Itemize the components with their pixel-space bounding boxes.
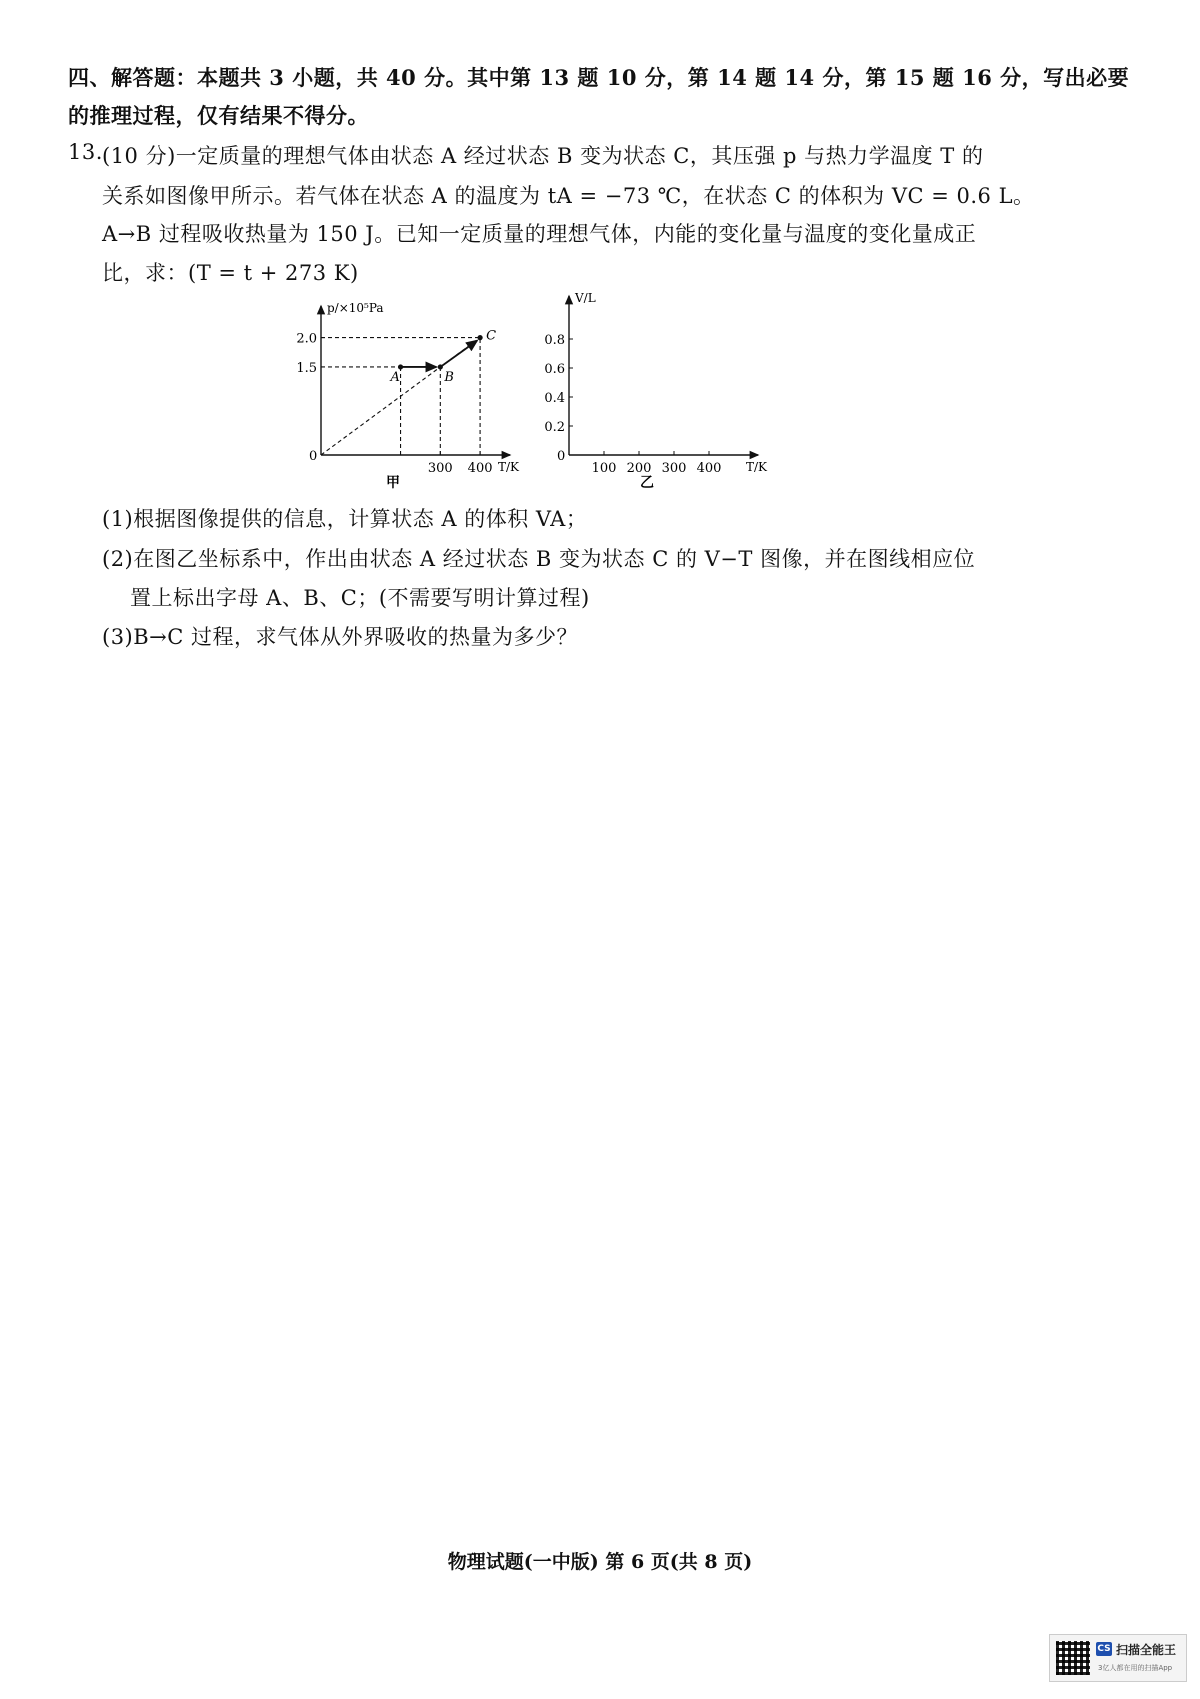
state-label-a: A — [390, 369, 400, 385]
x-tick-label: 300 — [427, 461, 453, 476]
y-tick-label: 0.8 — [544, 333, 565, 348]
question-stem-line3: A→B 过程吸收热量为 150 J。已知一定质量的理想气体，内能的变化量与温度的变化量成正 — [102, 222, 977, 246]
y-tick-label: 0.6 — [544, 362, 565, 377]
y-tick-label: 0.4 — [544, 391, 565, 406]
y-tick-label: 2.0 — [296, 331, 317, 347]
x-tick-label: 300 — [661, 461, 687, 476]
scanner-app-tagline: 3亿人都在用的扫描App — [1098, 1664, 1173, 1672]
y-tick-label: 0.2 — [544, 420, 565, 435]
state-label-c: C — [486, 328, 497, 344]
sub-question-1: (1)根据图像提供的信息，计算状态 A 的体积 VA； — [102, 507, 588, 531]
pt-graph — [295, 301, 530, 505]
x-axis-label: T/K — [498, 460, 520, 474]
x-tick-label: 200 — [626, 461, 652, 476]
origin-label: 0 — [557, 449, 566, 464]
qr-code-icon — [1056, 1641, 1090, 1675]
x-axis-label: T/K — [746, 460, 768, 474]
sub-question-2-line2: 置上标出字母 A、B、C；(不需要写明计算过程) — [130, 586, 590, 610]
question-stem-line2: 关系如图像甲所示。若气体在状态 A 的温度为 tA = −73 ℃，在状态 C 的体积为 VC = 0.6 L。 — [102, 184, 1035, 208]
x-tick-label: 100 — [591, 461, 617, 476]
y-axis-label: V/L — [575, 291, 596, 305]
origin-label: 0 — [309, 449, 318, 464]
section-title-line1: 四、解答题：本题共 3 小题，共 40 分。其中第 13 题 10 分，第 14 题 14 分，第 15 题 16 分，写出必要 — [68, 65, 1130, 90]
question-stem-line4: 比，求：(T = t + 273 K) — [102, 261, 359, 285]
vt-graph — [544, 291, 785, 505]
figure-jia — [295, 301, 530, 509]
scanner-app-name: 扫描全能王 — [1116, 1643, 1177, 1657]
process-b-to-c — [440, 341, 477, 367]
state-point-b — [438, 364, 443, 369]
page-footer: 物理试题(一中版) 第 6 页(共 8 页) — [447, 1551, 753, 1573]
cs-logo: CS — [1097, 1644, 1111, 1654]
sub-question-3: (3)B→C 过程，求气体从外界吸收的热量为多少？ — [102, 625, 579, 649]
figure-caption: 甲 — [386, 475, 400, 491]
y-axis-label: p/×10⁵Pa — [327, 301, 384, 315]
state-point-c — [477, 335, 482, 340]
y-tick-label: 1.5 — [296, 360, 317, 376]
x-tick-label: 400 — [467, 461, 493, 476]
question-number: 13. — [68, 140, 103, 164]
state-point-a — [398, 364, 403, 369]
sub-question-2-line1: (2)在图乙坐标系中，作出由状态 A 经过状态 B 变为状态 C 的 V−T 图像，并在图线相应位 — [102, 547, 976, 571]
figure-caption: 乙 — [640, 475, 654, 491]
figure-yi — [544, 291, 785, 509]
x-tick-label: 400 — [696, 461, 722, 476]
scanner-watermark — [1049, 1634, 1187, 1682]
state-label-b: B — [444, 369, 454, 385]
question-stem-line1: (10 分)一定质量的理想气体由状态 A 经过状态 B 变为状态 C，其压强 p 与热力学温度 T 的 — [102, 144, 984, 168]
section-title-line2: 的推理过程，仅有结果不得分。 — [68, 103, 369, 128]
